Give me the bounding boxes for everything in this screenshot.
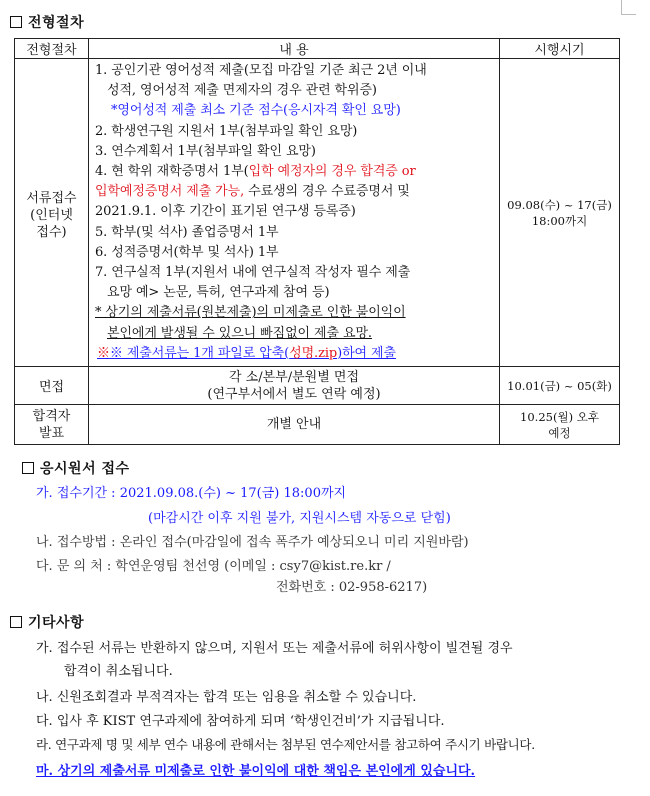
note-filename: 성명.zip	[289, 345, 338, 361]
contact-phone: 전화번호 : 02-958-6217)	[276, 580, 428, 595]
period-interview: 10.01(금) ~ 05(화)	[500, 367, 620, 405]
period-label: 가. 접수기간 :	[36, 486, 120, 501]
etc-item: 가. 접수된 서류는 반환하지 않으며, 지원서 또는 제출서류에 허위사항이 빌견될 경우	[36, 641, 513, 656]
list-item: 7. 연구실적 1부(지원서 내에 연구실적 작성자 필수 제출	[95, 265, 411, 281]
checkbox-square-icon	[10, 16, 22, 28]
section-title-text: 기타사항	[28, 615, 85, 631]
section-title-text: 전형절차	[28, 15, 85, 31]
application-method: 나. 접수방법 : 온라인 접수(마감일에 접속 폭주가 예상되오니 미리 지원바람)	[36, 535, 469, 550]
stage-line: 합격자	[32, 408, 71, 424]
interview-content	[89, 367, 500, 405]
english-score-note: *영어성적 제출 최소 기준 점수(응시자격 확인 요망)	[111, 103, 401, 119]
etc-item: 다. 입사 후 KIST 연구과제에 참여하게 되며 ‘학생인건비’가 지급됩니다.	[36, 714, 445, 729]
stage-line: (인터넷	[30, 208, 73, 224]
section-title-text: 응시원서 접수	[40, 461, 130, 477]
period-line: 18:00까지	[531, 213, 588, 228]
section-title-application	[22, 458, 130, 478]
procedure-table	[14, 38, 620, 445]
page-corner-mark	[621, 0, 636, 15]
header-stage: 전형절차	[15, 39, 89, 59]
note-mark: ※	[97, 345, 110, 361]
list-item: 2021.9.1. 이후 기간이 표기된 연구생 등록증)	[95, 204, 356, 220]
header-period: 시행시기	[500, 39, 620, 59]
application-period	[36, 482, 346, 501]
note-text: ※ 제출서류는 1개 파일로 압축(	[109, 345, 290, 361]
period-note: (마감시간 이후 지원 불가, 지원시스템 자동으로 닫힘)	[148, 511, 451, 526]
table-row-result	[15, 405, 620, 445]
stage-line: 발표	[38, 425, 65, 441]
period-line: 예정	[548, 425, 571, 440]
warning-note: * 상기의 제출서류(원본제출)의 미제출로 인한 불이익이	[95, 305, 406, 321]
content-line: (연구부서에서 별도 연락 예정)	[207, 386, 381, 402]
list-item: 5. 학부(및 석사) 졸업증명서 1부	[95, 224, 279, 240]
stage-result	[15, 405, 89, 445]
etc-item: 합격이 취소됩니다.	[64, 664, 173, 679]
table-row-documents	[15, 59, 620, 367]
content-line: 각 소/본부/분원별 면접	[228, 369, 360, 385]
period-line: 10.25(월) 오후	[520, 409, 599, 424]
result-content: 개별 안내	[89, 405, 500, 445]
zip-note	[95, 344, 493, 364]
documents-content	[89, 59, 500, 367]
list-item: 3. 연수계획서 1부(첨부파일 확인 요망)	[95, 143, 316, 159]
list-item: 2. 학생연구원 지원서 1부(첨부파일 확인 요망)	[95, 123, 358, 139]
item-highlight: 입학 예정자의 경우 합격증 or	[248, 164, 416, 180]
period-line: 09.08(수) ~ 17(금)	[507, 197, 612, 212]
stage-interview: 면접	[15, 367, 89, 405]
list-item	[95, 182, 493, 202]
etc-item-important: 마. 상기의 제출서류 미제출로 인한 불이익에 대한 책임은 본인에게 있습니다.	[36, 764, 476, 779]
section-title-etc	[10, 612, 84, 632]
table-row-interview	[15, 367, 620, 405]
item-text: 4. 현 학위 재학증명서 1부(	[95, 164, 249, 180]
header-content: 내 용	[89, 39, 500, 59]
stage-line: 서류접수	[26, 191, 77, 207]
list-item: 성적, 영어성적 제출 면제자의 경우 관련 학위증)	[107, 83, 377, 99]
contact-info: 다. 문 의 처 : 학연운영팀 천선영 (이메일 : csy7@kist.re.kr /	[36, 559, 391, 574]
list-item	[95, 162, 493, 182]
stage-documents	[15, 59, 89, 367]
period-value: 2021.09.08.(수) ~ 17(금) 18:00까지	[119, 486, 347, 501]
note-text: )하여 제출	[337, 345, 396, 361]
etc-item: 라. 연구과제 명 및 세부 연수 내용에 관해서는 첨부된 연수제안서를 참고하여 주시기 바랍니다.	[36, 737, 535, 752]
item-text: 수료생의 경우 수료증명서 및	[244, 184, 410, 200]
checkbox-square-icon	[22, 462, 34, 474]
warning-note: 본인에게 발생될 수 있으니 빠짐없이 제출 요망.	[107, 325, 372, 341]
etc-item: 나. 신원조회결과 부적격자는 합격 또는 임용을 취소할 수 있습니다.	[36, 690, 417, 705]
list-item: 요망 예> 논문, 특허, 연구과제 참여 등)	[107, 285, 330, 301]
list-item: 6. 성적증명서(학부 및 석사) 1부	[95, 244, 279, 260]
table-header-row	[15, 39, 620, 59]
checkbox-square-icon	[10, 616, 22, 628]
period-result	[500, 405, 620, 445]
list-item: 1. 공인기관 영어성적 제출(모집 마감일 기준 최근 2년 이내	[95, 63, 427, 78]
item-highlight: 입학예정증명서 제출 가능,	[95, 184, 245, 200]
stage-line: 접수)	[36, 225, 67, 241]
period-documents	[500, 59, 620, 367]
section-title-procedure	[10, 12, 84, 32]
